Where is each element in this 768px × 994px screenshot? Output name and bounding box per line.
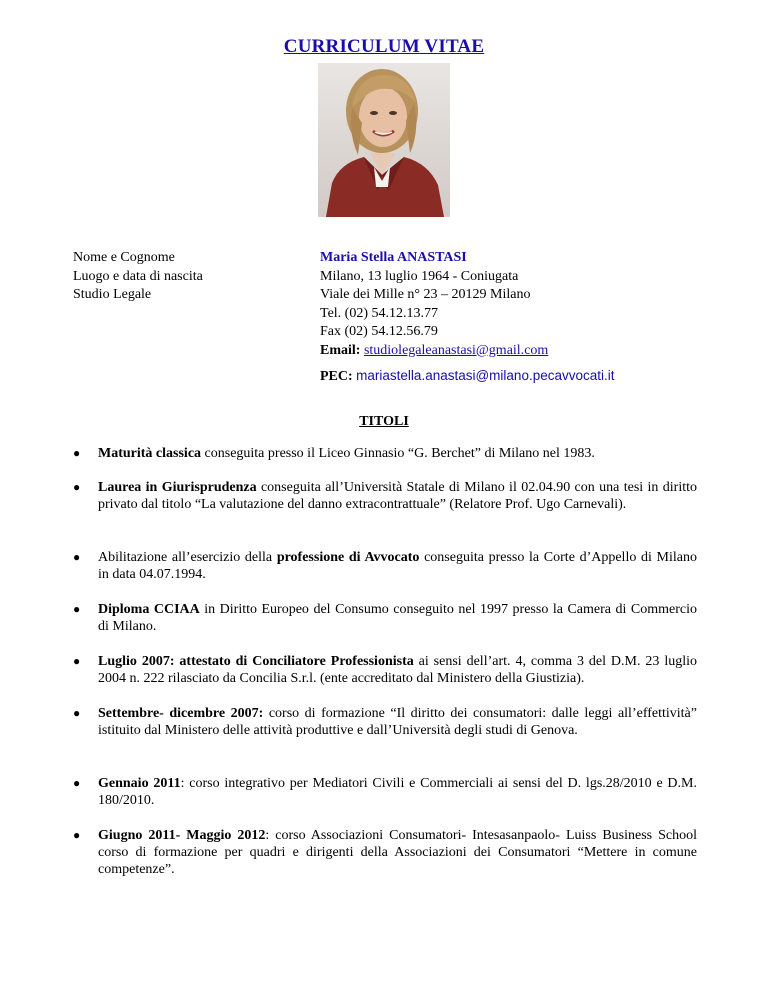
item-bold: Laurea in Giurisprudenza	[98, 480, 257, 495]
item-bold: Maturità classica	[98, 446, 202, 461]
bullet-icon: ●	[73, 654, 81, 668]
person-name: Maria Stella ANASTASI	[320, 250, 467, 265]
portrait-illustration	[318, 63, 450, 217]
item-text: corso di formazione “Il diritto dei consumatori: dalle leggi all’effettività” istituito dal Ministero delle attività produttive e dall’Università degli studi di Genova.	[98, 706, 697, 738]
label-studio: Studio Legale	[73, 287, 152, 302]
item-bold: Settembre- dicembre 2007:	[98, 706, 264, 721]
portrait-photo	[318, 63, 450, 217]
item-text: conseguita all’Università Statale di Milano il 02.04.90 con una tesi in diritto privato dal titolo “La valutazione del danno extracontrattuale” (Relatore Prof. Ugo Carnevali).	[98, 480, 697, 512]
pec-line	[320, 368, 615, 385]
bullet-icon: ●	[73, 602, 81, 616]
bullet-icon: ●	[73, 828, 81, 842]
item-text: : corso integrativo per Mediatori Civili e Commerciali ai sensi del D. lgs.28/2010 e D.M. 180/2010.	[98, 776, 697, 808]
studio-address: Viale dei Mille n° 23 – 20129 Milano	[320, 287, 531, 302]
item-bold: Luglio 2007: attestato di Conciliatore Professionista	[98, 654, 414, 669]
item-bold: Gennaio 2011	[98, 776, 181, 791]
item-text: Abilitazione all’esercizio della	[98, 550, 277, 565]
label-name: Nome e Cognome	[73, 250, 175, 265]
birth-info: Milano, 13 luglio 1964 - Coniugata	[320, 268, 519, 284]
bullet-icon: ●	[73, 446, 81, 460]
item-text: conseguita presso il Liceo Ginnasio “G. Berchet” di Milano nel 1983.	[201, 446, 595, 461]
document-title: CURRICULUM VITAE	[283, 36, 485, 57]
info-labels	[73, 249, 203, 305]
email-label: Email:	[320, 342, 361, 358]
info-values	[320, 249, 548, 360]
item-bold: Diploma CCIAA	[98, 602, 200, 617]
section-title-titoli: TITOLI	[359, 414, 409, 429]
pec-label: PEC:	[320, 369, 353, 384]
bullet-icon: ●	[73, 480, 81, 494]
bullet-icon: ●	[73, 706, 81, 720]
item-text: in Diritto Europeo del Consumo conseguito nel 1997 presso la Camera di Commercio di Milano.	[98, 602, 697, 634]
pec-address: mariastella.anastasi@milano.pecavvocati.it	[356, 368, 615, 383]
email-link[interactable]: studiolegaleanastasi@gmail.com	[363, 342, 549, 358]
phone-number: Tel. (02) 54.12.13.77	[320, 305, 439, 321]
item-text: ai sensi dell’art. 4, comma 3 del D.M. 23 luglio 2004 n. 222 rilasciato da Concilia S.r.l. (ente accreditato dal Ministero della Giustizia).	[98, 654, 697, 686]
item-text: : corso Associazioni Consumatori- Intesasanpaolo- Luiss Business School corso di formazione per quadri e dirigenti della Associazioni dei Consumatori “Mettere in comune competenze”.	[98, 828, 697, 877]
label-birth: Luogo e data di nascita	[73, 268, 203, 284]
item-text: conseguita presso la Corte d’Appello di Milano in data 04.07.1994.	[98, 550, 697, 582]
bullet-icon: ●	[73, 550, 81, 564]
item-bold: Giugno 2011- Maggio 2012	[98, 828, 266, 843]
fax-number: Fax (02) 54.12.56.79	[320, 324, 438, 339]
item-bold: professione di Avvocato	[276, 550, 420, 565]
bullet-icon: ●	[73, 776, 81, 790]
email-line	[320, 342, 548, 361]
